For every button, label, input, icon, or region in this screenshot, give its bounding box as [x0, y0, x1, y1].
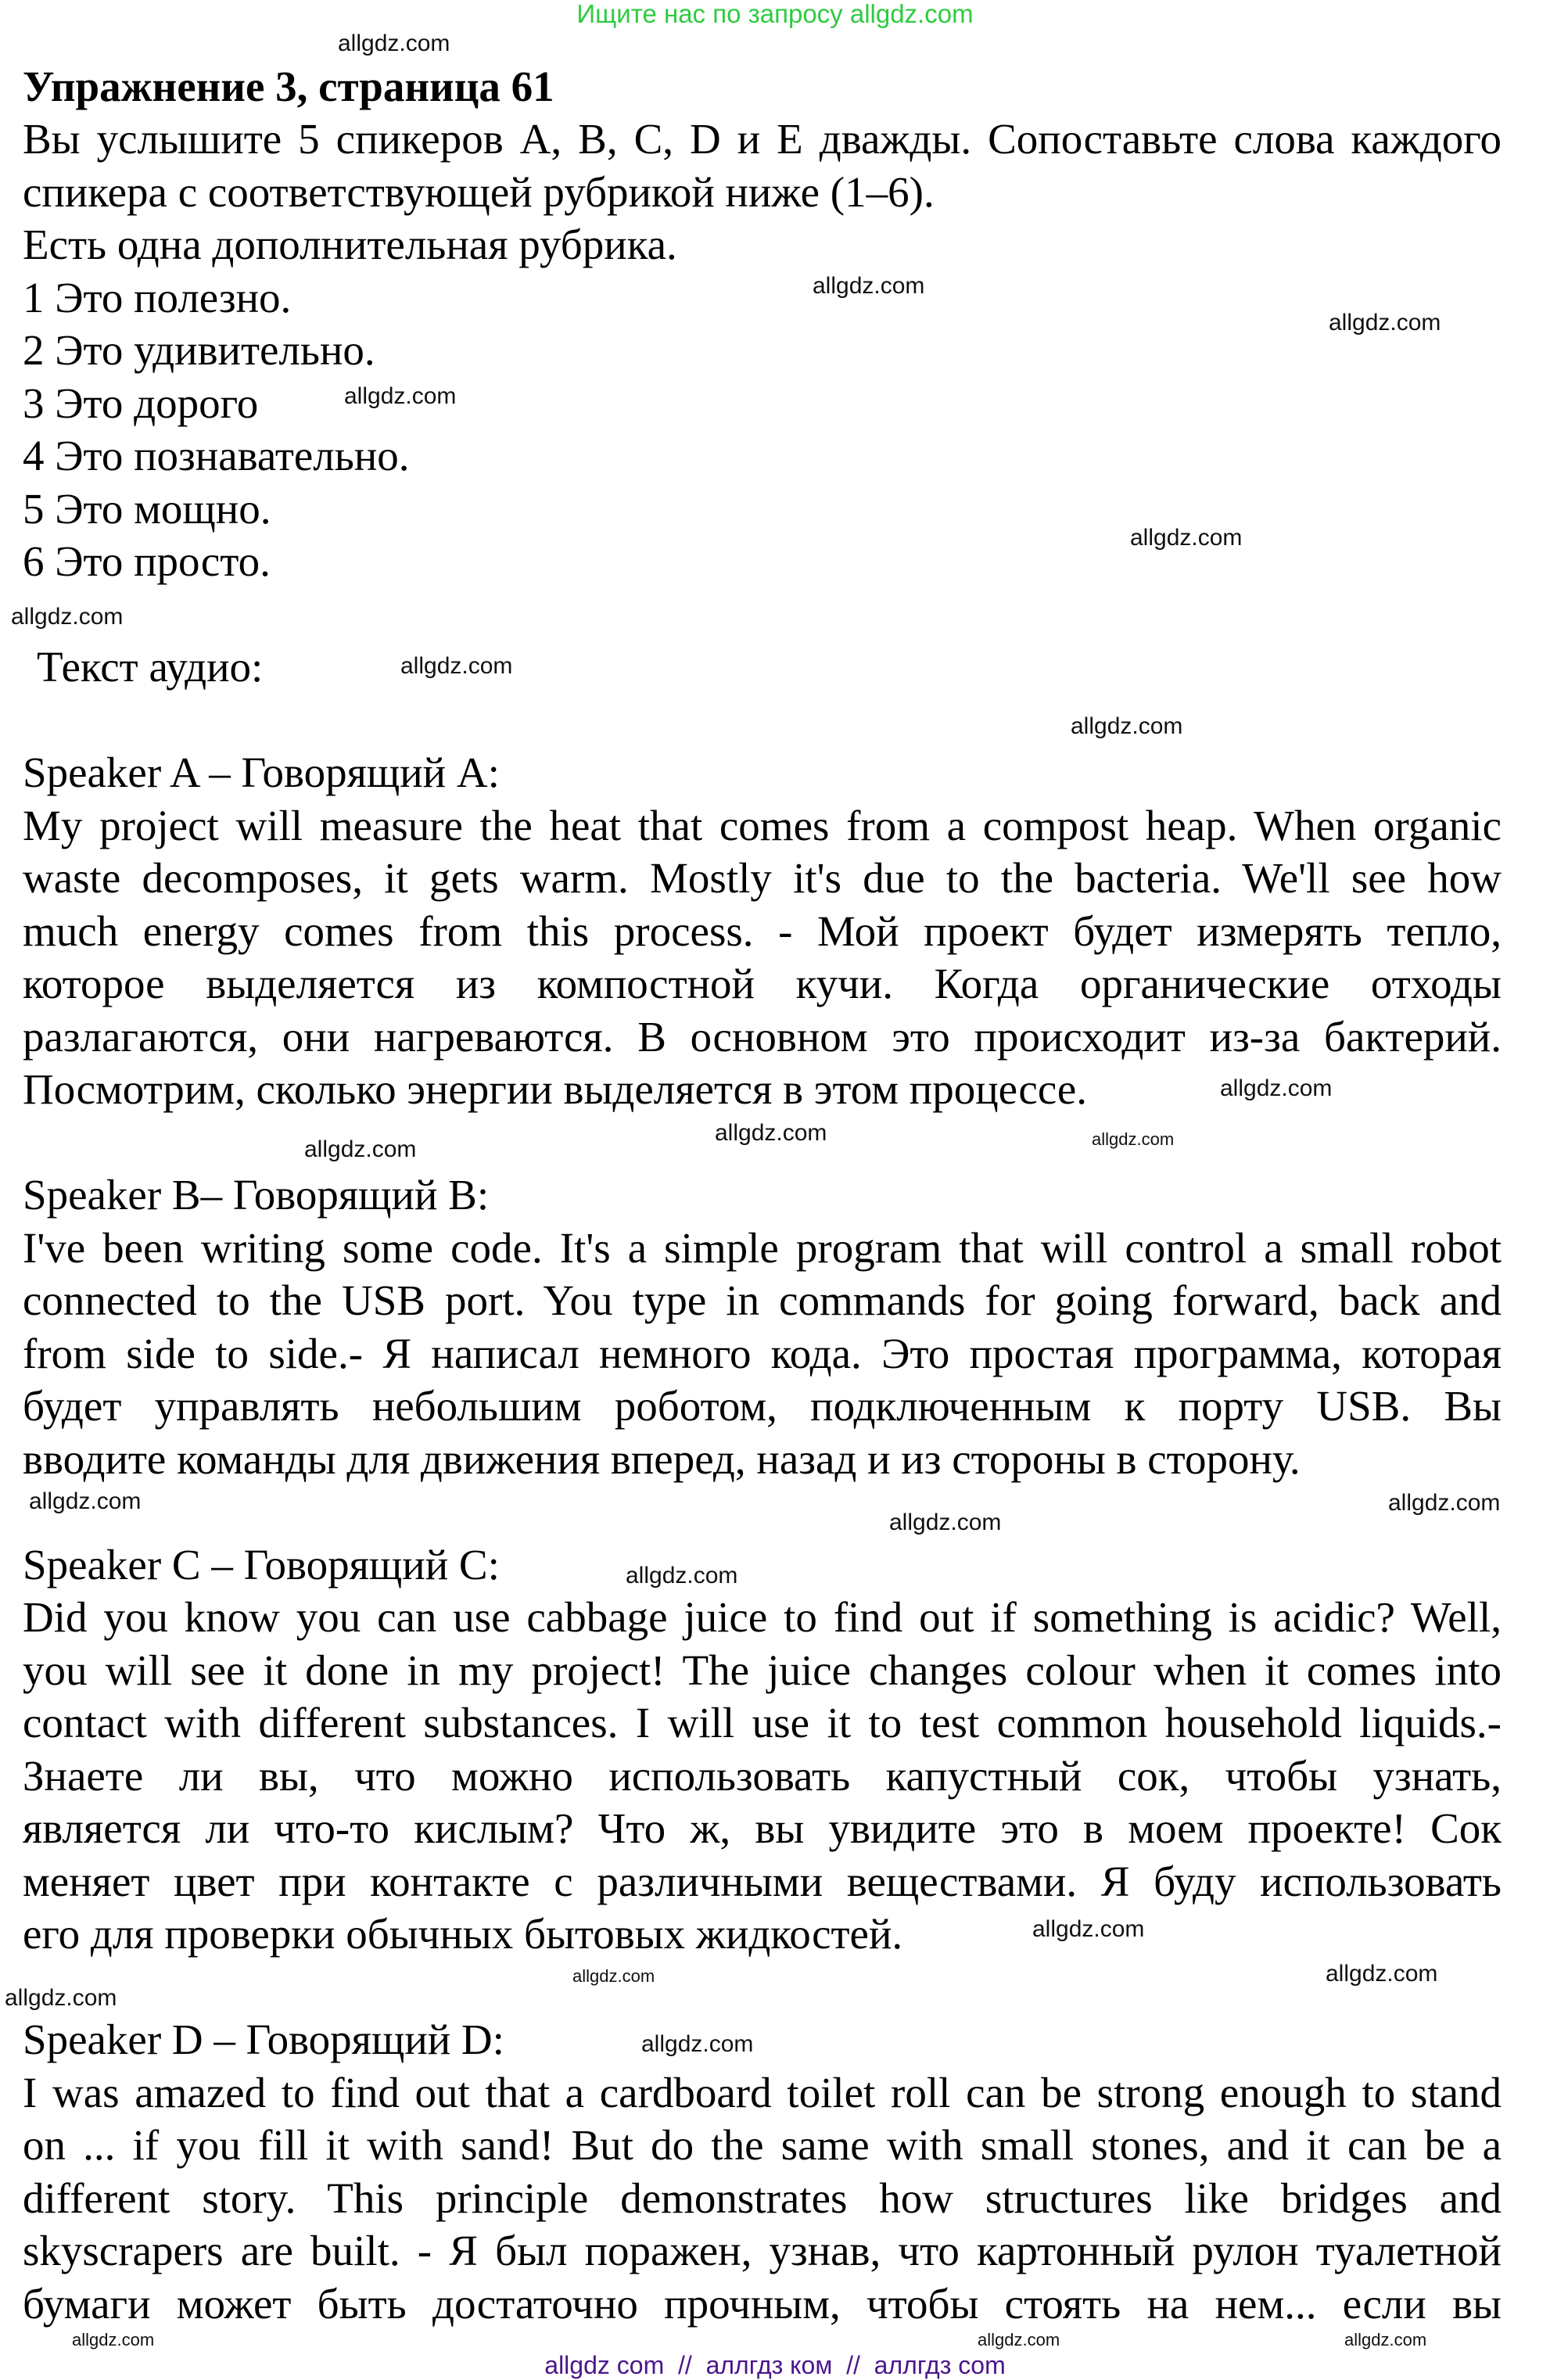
watermark: allgdz.com: [641, 2031, 754, 2057]
watermark: allgdz.com: [344, 383, 457, 409]
watermark: allgdz.com: [715, 1120, 827, 1146]
footer-banner: allgdz com // аллгдз ком // аллгдз com: [544, 2351, 1006, 2379]
option-item: 6 Это просто.: [23, 537, 271, 585]
page-title: Упражнение 3, страница 61: [23, 63, 554, 110]
option-item: 3 Это дорого: [23, 379, 259, 427]
watermark: allgdz.com: [338, 31, 450, 56]
watermark: allgdz.com: [1092, 1129, 1175, 1149]
speaker-text-line: его для проверки обычных бытовых жидкостей.: [23, 1910, 903, 1958]
speaker-text-line: Знаете ли вы, что можно использовать капустный сок, чтобы узнать,: [23, 1752, 1502, 1800]
option-item: 5 Это мощно.: [23, 485, 271, 533]
speaker-text-line: connected to the USB port. You type in commands for going forward, back and: [23, 1276, 1502, 1324]
watermark: allgdz.com: [29, 1488, 142, 1514]
watermark: allgdz.com: [1388, 1490, 1501, 1516]
watermark: allgdz.com: [1326, 1961, 1438, 1987]
speaker-text-line: much energy comes from this process. - Мой проект будет измерять тепло,: [23, 907, 1502, 955]
speaker-text-line: разлагаются, они нагреваются. В основном это происходит из-за бактерий.: [23, 1013, 1502, 1061]
speaker-heading: Speaker A – Говорящий A:: [23, 748, 500, 796]
watermark: allgdz.com: [1329, 310, 1441, 336]
watermark: allgdz.com: [304, 1136, 417, 1162]
speaker-text-line: является ли что-то кислым? Что ж, вы увидите это в моем проекте! Сок: [23, 1804, 1502, 1852]
watermark: allgdz.com: [1032, 1916, 1145, 1942]
speaker-text-line: Did you know you can use cabbage juice to find out if something is acidic? Well,: [23, 1593, 1502, 1641]
speaker-text-line: from side to side.- Я написал немного кода. Это простая программа, которая: [23, 1330, 1502, 1377]
search-banner: Ищите нас по запросу allgdz.com: [576, 0, 974, 28]
speaker-heading: Speaker D – Говорящий D:: [23, 2016, 504, 2063]
speaker-text-line: бумаги может быть достаточно прочным, чтобы стоять на нем... если вы: [23, 2280, 1502, 2328]
watermark: allgdz.com: [889, 1509, 1002, 1535]
watermark: allgdz.com: [1344, 2330, 1427, 2349]
speaker-text-line: different story. This principle demonstrates how structures like bridges and: [23, 2174, 1502, 2222]
speaker-heading: Speaker C – Говорящий C:: [23, 1541, 500, 1588]
speaker-text-line: меняет цвет при контакте с различными веществами. Я буду использовать: [23, 1858, 1502, 1905]
speaker-text-line: waste decomposes, it gets warm. Mostly it's due to the bacteria. We'll see how: [23, 854, 1502, 902]
speaker-heading: Speaker B– Говорящий B:: [23, 1171, 490, 1219]
watermark: allgdz.com: [813, 273, 925, 299]
speaker-text-line: My project will measure the heat that comes from a compost heap. When organic: [23, 802, 1502, 849]
option-item: 4 Это познавательно.: [23, 432, 410, 479]
speaker-text-line: вводите команды для движения вперед, назад и из стороны в сторону.: [23, 1435, 1301, 1483]
speaker-text-line: Посмотрим, сколько энергии выделяется в этом процессе.: [23, 1065, 1088, 1113]
watermark: allgdz.com: [11, 604, 124, 630]
intro-line: Есть одна дополнительная рубрика.: [23, 221, 677, 268]
option-item: 2 Это удивительно.: [23, 326, 375, 374]
watermark: allgdz.com: [572, 1966, 655, 1986]
speaker-text-line: будет управлять небольшим роботом, подключенным к порту USB. Вы: [23, 1382, 1502, 1430]
speaker-text-line: skyscrapers are built. - Я был поражен, узнав, что картонный рулон туалетной: [23, 2227, 1502, 2274]
watermark: allgdz.com: [72, 2330, 155, 2349]
watermark: allgdz.com: [5, 1985, 117, 2011]
speaker-text-line: которое выделяется из компостной кучи. Когда органические отходы: [23, 960, 1502, 1007]
speaker-text-line: contact with different substances. I will use it to test common household liquids.-: [23, 1699, 1502, 1746]
watermark: allgdz.com: [1130, 525, 1243, 551]
speaker-text-line: I've been writing some code. It's a simple program that will control a small robot: [23, 1224, 1502, 1272]
watermark: allgdz.com: [626, 1563, 738, 1588]
option-item: 1 Это полезно.: [23, 274, 292, 321]
watermark: allgdz.com: [1071, 713, 1183, 739]
audio-label: Текст аудио:: [37, 643, 264, 691]
speaker-text-line: I was amazed to find out that a cardboard toilet roll can be strong enough to stand: [23, 2069, 1502, 2116]
watermark: allgdz.com: [400, 653, 513, 679]
watermark: allgdz.com: [1220, 1075, 1333, 1101]
intro-line: Вы услышите 5 спикеров A, B, C, D и E дважды. Сопоставьте слова каждого: [23, 115, 1502, 163]
intro-line: спикера с соответствующей рубрикой ниже (1–6).: [23, 168, 935, 216]
watermark: allgdz.com: [978, 2330, 1060, 2349]
speaker-text-line: you will see it done in my project! The juice changes colour when it comes into: [23, 1646, 1502, 1694]
speaker-text-line: on ... if you fill it with sand! But do the same with small stones, and it can be a: [23, 2121, 1502, 2169]
